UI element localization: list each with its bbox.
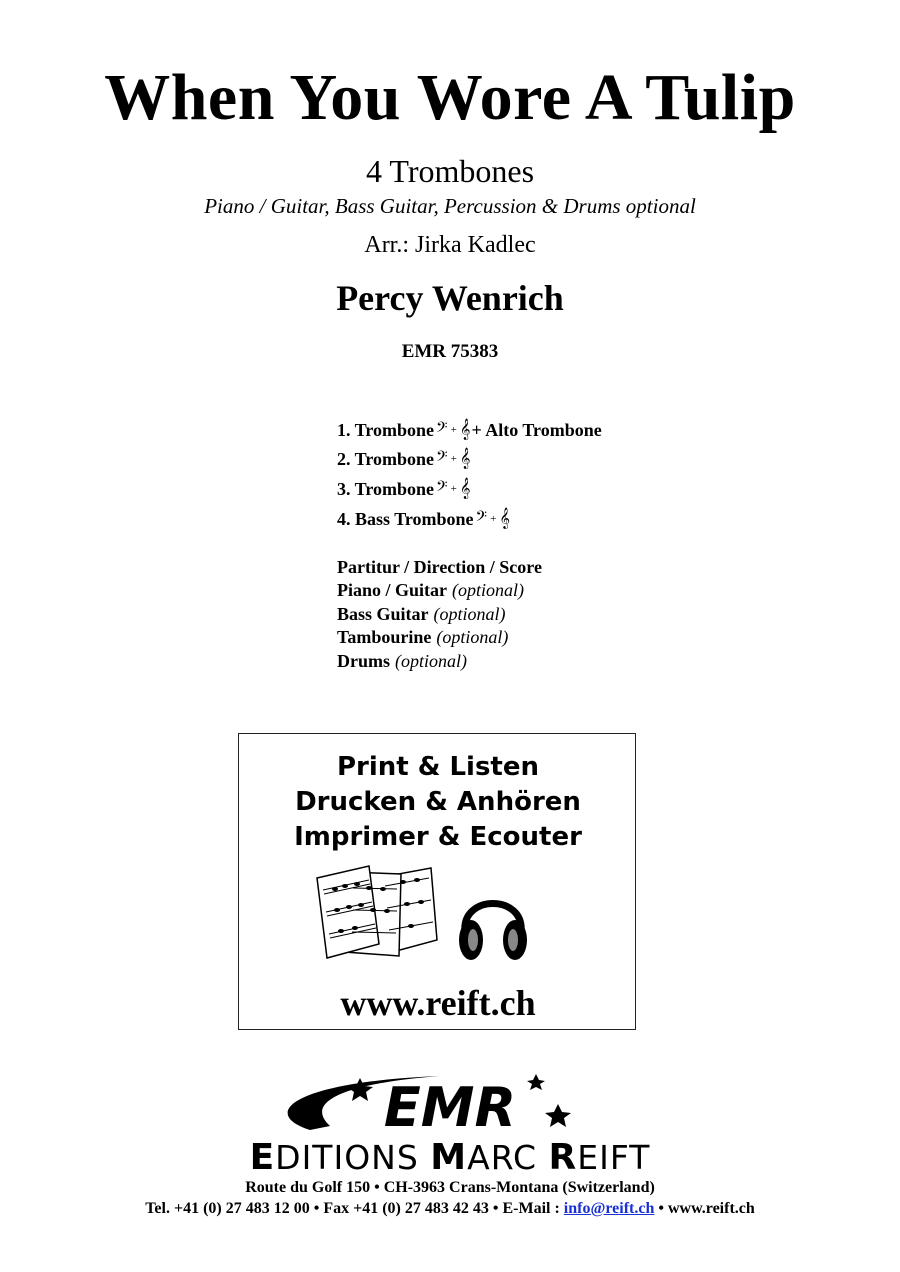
composer: Percy Wenrich xyxy=(336,278,564,318)
logo-text: EMR xyxy=(383,1076,517,1138)
plus-sign: + xyxy=(450,483,457,495)
extra-label: Tambourine xyxy=(337,627,432,647)
extra-label: Drums xyxy=(337,651,390,671)
website-label: www.reift.ch xyxy=(340,983,536,1023)
part-suffix: + Alto Trombone xyxy=(471,420,602,440)
extra-item xyxy=(337,650,467,673)
clef-group xyxy=(436,477,470,501)
clef-group xyxy=(436,447,470,471)
clef-group xyxy=(436,418,470,442)
clef-group xyxy=(476,507,510,531)
plus-sign: + xyxy=(450,424,457,436)
extra-note: (optional) xyxy=(433,604,506,624)
treble-clef-icon: 𝄞 xyxy=(459,419,471,440)
part-item xyxy=(337,447,470,471)
print-listen-line: Imprimer & Ecouter xyxy=(294,822,582,852)
instrumentation: 4 Trombones xyxy=(365,153,535,189)
contact-suffix: • www.reift.ch xyxy=(654,1200,755,1217)
print-listen-box xyxy=(238,733,636,1030)
headphones-icon xyxy=(455,884,531,964)
part-label: 1. Trombone xyxy=(337,420,435,440)
bass-clef-icon: 𝄢 xyxy=(475,508,488,529)
bass-clef-icon: 𝄢 xyxy=(436,419,448,440)
part-item xyxy=(337,418,602,442)
extra-label: Piano / Guitar xyxy=(337,580,448,600)
part-label: 2. Trombone xyxy=(337,449,435,469)
extra-item xyxy=(337,556,542,579)
extra-item xyxy=(337,626,508,649)
plus-sign: + xyxy=(450,453,457,465)
emr-logo xyxy=(240,1070,660,1138)
part-label: 3. Trombone xyxy=(337,479,435,499)
page-title: When You Wore A Tulip xyxy=(104,61,796,134)
part-item xyxy=(337,477,470,501)
extra-label: Partitur / Direction / Score xyxy=(337,557,542,577)
arranger: Arr.: Jirka Kadlec xyxy=(364,232,536,258)
publisher-address: Route du Golf 150 • CH-3963 Crans-Montana (Switzerland) xyxy=(245,1179,655,1196)
print-listen-line: Print & Listen xyxy=(336,752,540,782)
extra-item xyxy=(337,579,524,602)
treble-clef-icon: 𝄞 xyxy=(499,508,510,529)
extra-note: (optional) xyxy=(395,651,467,671)
treble-clef-icon: 𝄞 xyxy=(459,448,471,469)
optional-instruments: Piano / Guitar, Bass Guitar, Percussion & Drums optional xyxy=(204,194,696,218)
print-listen-line: Drucken & Anhören xyxy=(295,787,581,817)
part-label: 4. Bass Trombone xyxy=(337,509,474,529)
extra-label: Bass Guitar xyxy=(337,604,429,624)
email-link[interactable]: info@reift.ch xyxy=(563,1200,655,1217)
catalog-number: EMR 75383 xyxy=(401,341,499,362)
publisher-name: EDITIONS MARC REIFT xyxy=(249,1137,651,1178)
extra-note: (optional) xyxy=(436,627,509,647)
bass-clef-icon: 𝄢 xyxy=(436,478,448,499)
publisher-contact xyxy=(0,1199,900,1219)
sheet-music-icon xyxy=(313,864,443,964)
contact-prefix: Tel. +41 (0) 27 483 12 00 • Fax +41 (0) 27 483 42 43 • E-Mail : xyxy=(145,1200,564,1217)
extra-item xyxy=(337,603,506,626)
bass-clef-icon: 𝄢 xyxy=(436,448,448,469)
plus-sign: + xyxy=(490,513,497,525)
treble-clef-icon: 𝄞 xyxy=(459,478,471,499)
part-item xyxy=(337,507,510,531)
extra-note: (optional) xyxy=(452,580,525,600)
